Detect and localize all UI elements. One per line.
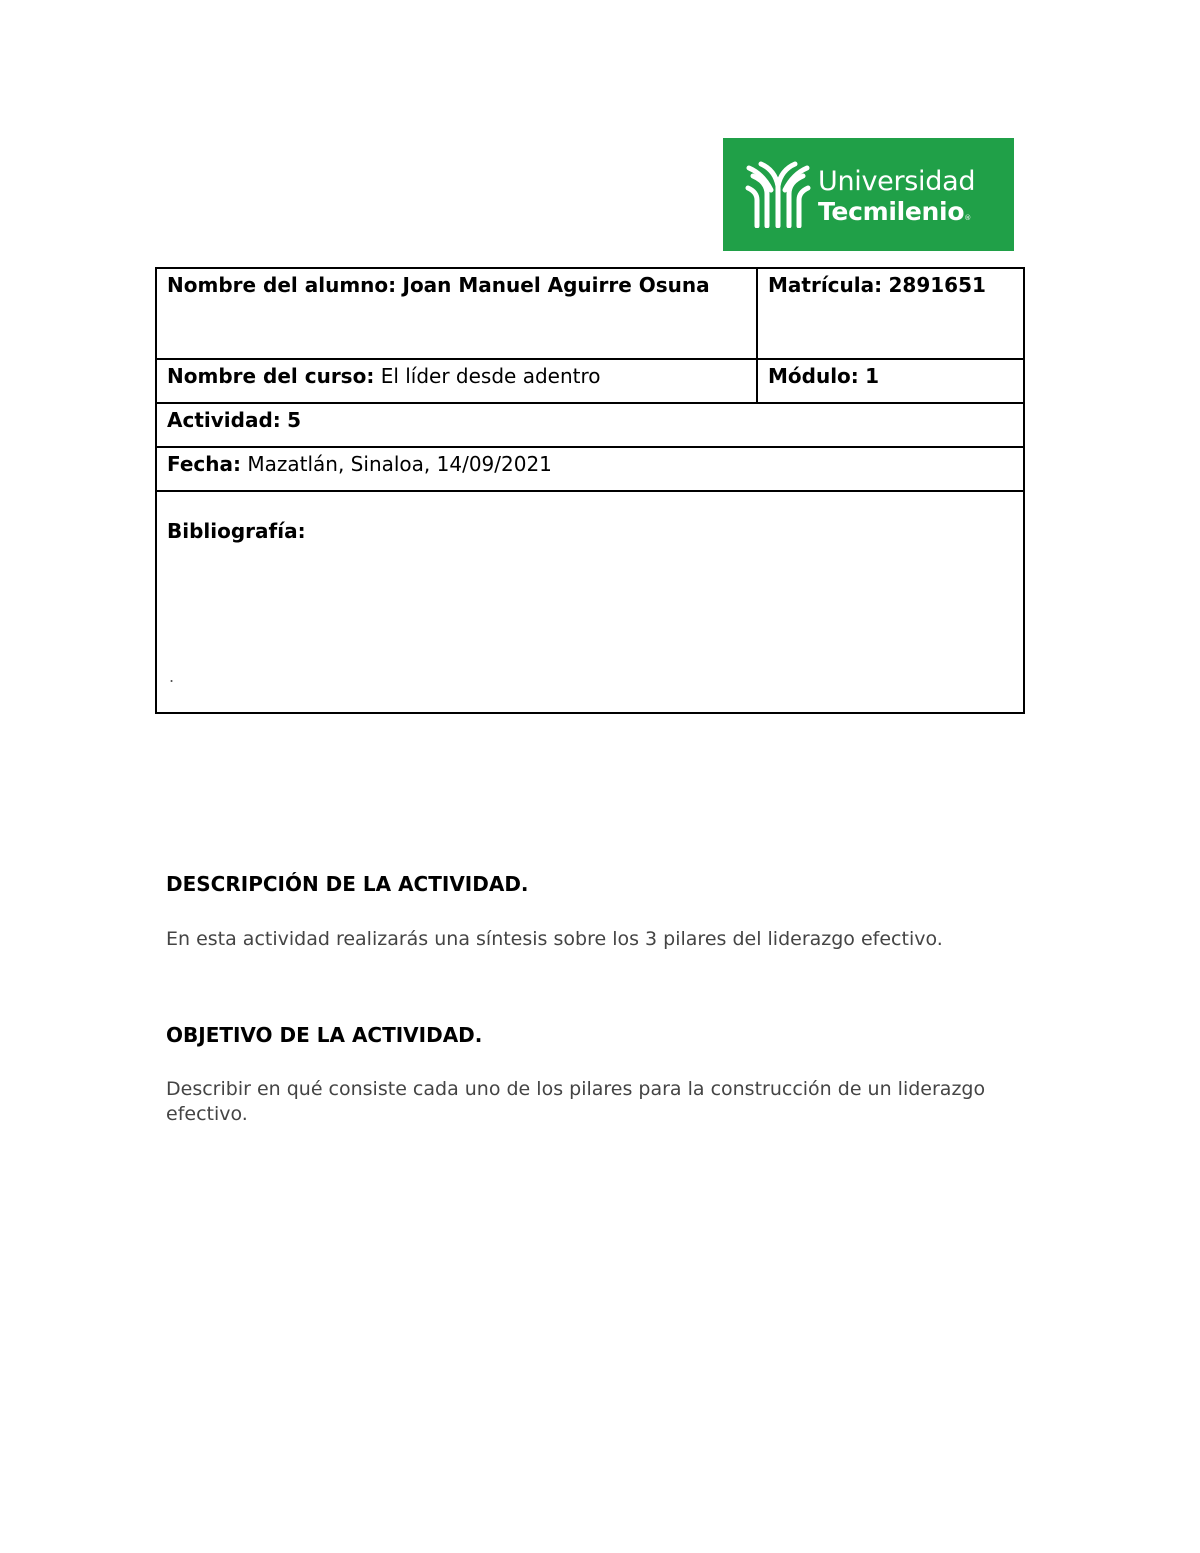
actividad-cell [156,403,1024,447]
modulo-value: 1 [865,364,880,388]
matricula-value: 2891651 [888,273,986,297]
modulo-cell [757,359,1024,403]
matricula-label: Matrícula: [768,273,883,297]
alumno-value: Joan Manuel Aguirre Osuna [402,273,710,297]
table-row [156,491,1024,713]
actividad-label: Actividad: [167,408,281,432]
curso-cell [156,359,757,403]
alumno-label: Nombre del alumno: [167,273,397,297]
student-info-table [155,267,1025,714]
bibliografia-value: . [169,667,175,686]
curso-value: El líder desde adentro [380,364,601,388]
table-row [156,403,1024,447]
matricula-cell [757,268,1024,359]
logo-wordmark [818,168,975,224]
actividad-value: 5 [287,408,302,432]
curso-label: Nombre del curso: [167,364,375,388]
modulo-label: Módulo: [768,364,859,388]
descripcion-heading: DESCRIPCIÓN DE LA ACTIVIDAD. [166,872,529,896]
table-row [156,359,1024,403]
bibliografia-cell [156,491,1024,713]
fecha-value: Mazatlán, Sinaloa, 14/09/2021 [247,452,552,476]
logo-line-tecmilenio [818,199,975,224]
logo-line-universidad: Universidad [818,166,976,197]
table-row [156,447,1024,491]
alumno-cell [156,268,757,359]
objetivo-body: Describir en qué consiste cada uno de los pilares para la construcción de un liderazgo efectivo. [166,1078,986,1125]
logo-registered-mark: ® [964,214,971,222]
university-logo [723,138,1014,251]
fecha-label: Fecha: [167,452,242,476]
objetivo-heading: OBJETIVO DE LA ACTIVIDAD. [166,1023,483,1047]
logo-tecmilenio-text: Tecmilenio [818,197,965,226]
tecmilenio-palm-icon [745,160,811,228]
fecha-cell [156,447,1024,491]
bibliografia-label: Bibliografía: [167,519,306,543]
table-row [156,268,1024,359]
descripcion-body: En esta actividad realizarás una síntesis sobre los 3 pilares del liderazgo efectivo. [166,928,943,950]
